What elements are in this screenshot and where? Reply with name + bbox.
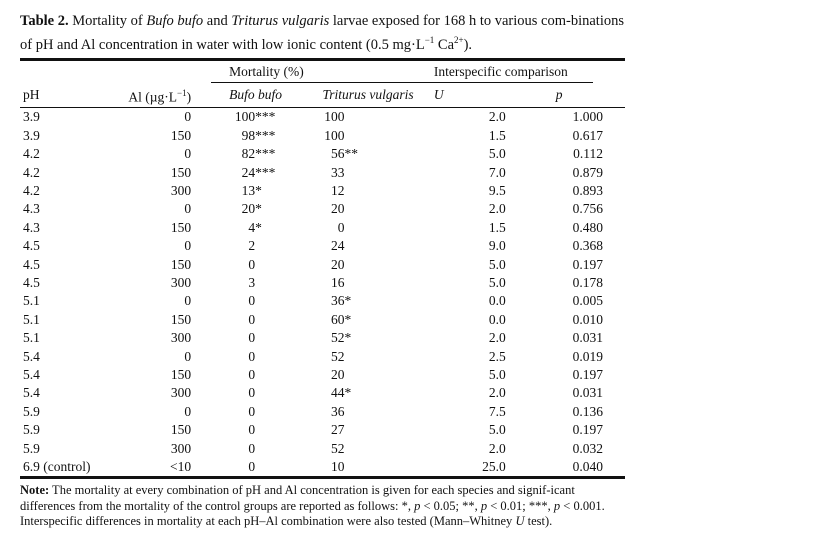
cell-bufo: 0: [248, 440, 256, 456]
cell-p: 0.197: [572, 422, 603, 438]
cell-al: 0: [184, 293, 192, 309]
cell-ph: 5.4: [23, 385, 40, 401]
cell-p: 0.040: [572, 459, 603, 475]
table-row: [20, 200, 625, 218]
cell-p: 0.879: [572, 164, 603, 180]
cell-al: 0: [184, 348, 192, 364]
cell-p: 0.136: [572, 403, 603, 419]
cell-p: 0.178: [572, 274, 603, 290]
cell-bufo: 0: [248, 293, 256, 309]
cell-triturus: 52*: [331, 330, 352, 346]
cell-u: 25.0: [482, 459, 506, 475]
cell-u: 5.0: [488, 274, 506, 290]
cell-al: 150: [170, 367, 192, 383]
cell-u: 7.0: [488, 164, 506, 180]
cell-p: 0.032: [572, 440, 603, 456]
cell-ph: 4.5: [23, 256, 40, 272]
col-p: p: [526, 83, 625, 108]
cell-triturus: 36*: [331, 293, 352, 309]
caption-triturus: Triturus vulgaris: [231, 13, 330, 29]
cell-u: 5.0: [488, 146, 506, 162]
cell-al: 150: [170, 256, 192, 272]
cell-u: 5.0: [488, 422, 506, 438]
cell-u: 7.5: [488, 403, 506, 419]
table-row: [20, 366, 625, 384]
cell-triturus: 10: [331, 459, 345, 475]
cell-p: 1.000: [572, 109, 603, 125]
cell-p: 0.112: [573, 146, 603, 162]
table-row: [20, 292, 625, 310]
cell-al: 300: [170, 182, 192, 198]
cell-al: 150: [170, 219, 192, 235]
column-header-row: [20, 83, 625, 108]
cell-p: 0.031: [572, 330, 603, 346]
cell-ph: 5.1: [23, 293, 40, 309]
cell-triturus: 16: [331, 274, 345, 290]
cell-p: 0.197: [572, 256, 603, 272]
table-row: [20, 348, 625, 366]
cell-triturus: 60*: [331, 311, 352, 327]
cell-bufo: 0: [248, 459, 256, 475]
cell-ph: 4.2: [23, 164, 40, 180]
table-row: [20, 108, 625, 127]
cell-ph: 5.1: [23, 311, 40, 327]
cell-bufo: 0: [248, 311, 256, 327]
cell-u: 5.0: [488, 367, 506, 383]
cell-al: 300: [170, 330, 192, 346]
cell-al: 150: [170, 311, 192, 327]
cell-bufo: 2: [248, 238, 256, 254]
cell-triturus: 33: [331, 164, 345, 180]
cell-ph: 5.1: [23, 330, 40, 346]
cell-bufo: 3: [248, 274, 256, 290]
cell-triturus: 20: [331, 367, 345, 383]
cell-p: 0.368: [572, 238, 603, 254]
cell-p: 0.480: [572, 219, 603, 235]
cell-al: 0: [184, 109, 192, 125]
caption-end: ).: [463, 36, 473, 53]
cell-ph: 4.2: [23, 146, 40, 162]
cell-u: 0.0: [488, 293, 506, 309]
cell-p: 0.756: [572, 201, 603, 217]
caption-label: Table 2.: [20, 13, 69, 29]
cell-ph: 5.9: [23, 422, 40, 438]
cell-triturus: 12: [331, 182, 345, 198]
cell-bufo: 20*: [241, 201, 262, 217]
group-header-row: [20, 61, 625, 83]
col-u: U: [430, 83, 526, 108]
caption-text-after: larvae exposed for 168 h to various com-binations of pH and Al concentration in water with low ionic content (0.5 mg·L: [20, 13, 625, 53]
cell-ph: 4.5: [23, 274, 40, 290]
cell-al: <10: [169, 459, 192, 475]
table-row: [20, 403, 625, 421]
cell-bufo: 0: [248, 330, 256, 346]
cell-bufo: 82***: [241, 146, 276, 162]
cell-al: 150: [170, 164, 192, 180]
col-ph: pH: [20, 83, 108, 108]
cell-al: 300: [170, 440, 192, 456]
cell-bufo: 4*: [248, 219, 262, 235]
cell-bufo: 0: [248, 256, 256, 272]
cell-al: 150: [170, 127, 192, 143]
cell-ph: 5.4: [23, 367, 40, 383]
cell-al: 0: [184, 238, 192, 254]
cell-triturus: 0: [337, 219, 345, 235]
table-row: [20, 440, 625, 458]
cell-p: 0.893: [572, 182, 603, 198]
cell-ph: 5.9: [23, 440, 40, 456]
data-table: [20, 61, 625, 477]
cell-bufo: 0: [248, 385, 256, 401]
table-row: [20, 182, 625, 200]
caption-and: and: [203, 13, 232, 29]
table-caption: [20, 12, 625, 55]
cell-u: 2.0: [488, 440, 506, 456]
cell-u: 2.0: [488, 385, 506, 401]
col-triturus: Triturus vulgaris: [323, 83, 430, 108]
cell-ph: 4.3: [23, 219, 40, 235]
cell-triturus: 20: [331, 256, 345, 272]
col-bufo: Bufo bufo: [211, 83, 322, 108]
note-label: Note:: [20, 483, 50, 498]
cell-ph: 4.3: [23, 201, 40, 217]
cell-triturus: 20: [331, 201, 345, 217]
cell-ph: 4.5: [23, 238, 40, 254]
table-row: [20, 384, 625, 402]
cell-al: 0: [184, 201, 192, 217]
cell-ph: 6.9 (control): [23, 459, 91, 475]
caption-sup1: −1: [424, 35, 435, 45]
cell-bufo: 98***: [241, 127, 276, 143]
table-row: [20, 237, 625, 255]
caption-text: Mortality of: [68, 13, 147, 29]
table-row: [20, 329, 625, 347]
table-note: Note: The mortality at every combination of pH and Al concentration is given for each species and signif-icant differences from the mortality of the control groups are reported as follows: *, p < 0.05; **, p < 0.01; ***, p < 0.001. Interspecific differences in mortality at each pH–Al combination were also tested (Mann–Whitney U test).: [20, 483, 605, 529]
table-row: [20, 256, 625, 274]
cell-u: 1.5: [488, 127, 506, 143]
cell-u: 2.0: [488, 201, 506, 217]
caption-sup2: 2+: [454, 35, 464, 45]
cell-u: 2.5: [488, 348, 506, 364]
cell-p: 0.019: [572, 348, 603, 364]
table-row: [20, 421, 625, 439]
cell-triturus: 36: [331, 403, 345, 419]
table-row: [20, 127, 625, 145]
table-body: [20, 108, 625, 477]
bottom-rule: [20, 476, 625, 479]
table-row: [20, 164, 625, 182]
cell-bufo: 0: [248, 348, 256, 364]
cell-bufo: 100***: [234, 109, 276, 125]
cell-al: 300: [170, 385, 192, 401]
col-al: Al $(\mu g\cdot L^{-1})$: [108, 83, 211, 108]
cell-triturus: 27: [331, 422, 345, 438]
cell-u: 9.5: [488, 182, 506, 198]
cell-u: 2.0: [488, 330, 506, 346]
caption-bufo: Bufo bufo: [146, 13, 204, 29]
cell-u: 2.0: [488, 109, 506, 125]
table-row: [20, 458, 625, 476]
cell-triturus: 24: [331, 238, 345, 254]
cell-bufo: 0: [248, 367, 256, 383]
cell-triturus: 100: [324, 127, 345, 143]
table-row: [20, 311, 625, 329]
cell-p: 0.617: [572, 127, 603, 143]
cell-ph: 5.9: [23, 403, 40, 419]
table-figure: [20, 12, 625, 542]
cell-triturus: 52: [331, 440, 345, 456]
cell-u: 9.0: [488, 238, 506, 254]
cell-ph: 4.2: [23, 182, 40, 198]
cell-triturus: 100: [324, 109, 345, 125]
cell-p: 0.005: [572, 293, 603, 309]
cell-ph: 3.9: [23, 109, 40, 125]
cell-bufo: 13*: [241, 182, 262, 198]
cell-p: 0.010: [572, 311, 603, 327]
cell-bufo: 24***: [241, 164, 276, 180]
table-row: [20, 274, 625, 292]
cell-al: 0: [184, 403, 192, 419]
cell-bufo: 0: [248, 403, 256, 419]
cell-ph: 3.9: [23, 127, 40, 143]
cell-al: 150: [170, 422, 192, 438]
mortality-group-header: Mortality (%): [211, 61, 419, 83]
cell-p: 0.197: [572, 367, 603, 383]
cell-triturus: 56**: [331, 146, 359, 162]
cell-u: 0.0: [488, 311, 506, 327]
cell-triturus: 52: [331, 348, 345, 364]
cell-u: 1.5: [488, 219, 506, 235]
table-row: [20, 145, 625, 163]
cell-bufo: 0: [248, 422, 256, 438]
caption-ca: Ca: [434, 36, 455, 53]
cell-al: 0: [184, 146, 192, 162]
interspecific-group-header: Interspecific comparison: [418, 61, 593, 83]
cell-ph: 5.4: [23, 348, 40, 364]
cell-u: 5.0: [488, 256, 506, 272]
cell-p: 0.031: [572, 385, 603, 401]
cell-al: 300: [170, 274, 192, 290]
cell-triturus: 44*: [331, 385, 352, 401]
table-row: [20, 219, 625, 237]
